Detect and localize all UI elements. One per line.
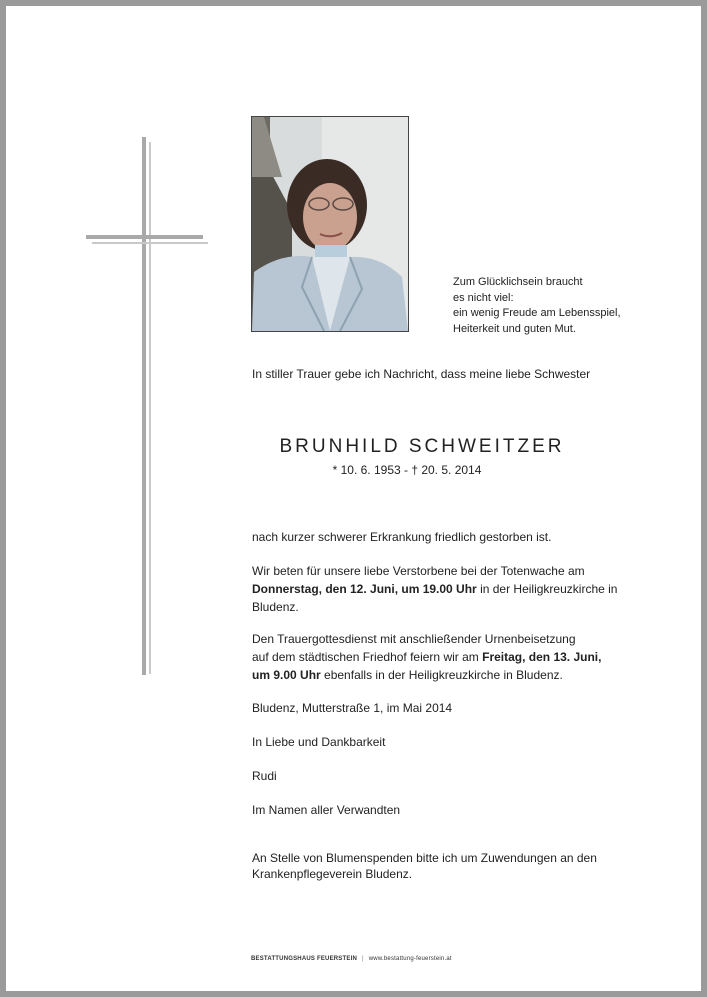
wake-paragraph — [252, 562, 652, 616]
donation-note — [252, 850, 652, 882]
wake-line-3: Bludenz. — [252, 600, 299, 614]
funeral-paragraph — [252, 630, 652, 684]
death-notice — [252, 528, 652, 546]
motto-line: ein wenig Freude am Lebensspiel, — [453, 307, 621, 319]
motto-line: es nicht viel: — [453, 291, 514, 304]
funeral-location: ebenfalls in der Heiligkreuzkirche in Bludenz. — [320, 668, 563, 682]
death-notice-text: nach kurzer schwerer Erkrankung friedlich gestorben ist. — [252, 530, 552, 544]
funeral-home-name: BESTATTUNGSHAUS FEUERSTEIN — [251, 956, 357, 962]
cross-vertical-bar — [142, 137, 146, 675]
portrait-photo — [251, 116, 409, 332]
place-date: Bludenz, Mutterstraße 1, im Mai 2014 — [252, 701, 453, 715]
donation-line-2: Krankenpflegeverein Bludenz. — [252, 867, 413, 881]
donation-line-1: An Stelle von Blumenspenden bitte ich um Zuwendungen an den — [252, 851, 597, 865]
wake-datetime: Donnerstag, den 12. Juni, um 19.00 Uhr — [252, 582, 477, 596]
funeral-line-1: Den Trauergottesdienst mit anschließender Urnenbeisetzung — [252, 632, 576, 646]
wake-line-1: Wir beten für unsere liebe Verstorbene bei der Totenwache am — [252, 564, 585, 578]
obituary-page — [6, 6, 701, 991]
cross-vertical-shadow — [149, 142, 151, 674]
funeral-time: um 9.00 Uhr — [252, 668, 321, 682]
funeral-date: Freitag, den 13. Juni, — [482, 650, 602, 664]
signature: Rudi — [252, 769, 277, 783]
deceased-name: BRUNHILD SCHWEITZER — [279, 436, 565, 457]
footer — [251, 956, 452, 962]
motto-line: Zum Glücklichsein braucht — [453, 276, 583, 288]
funeral-line-2: auf dem städtischen Friedhof feiern wir am — [252, 650, 483, 664]
motto-verse — [453, 275, 673, 337]
intro-text: In stiller Trauer gebe ich Nachricht, dass meine liebe Schwester — [252, 367, 591, 381]
wake-location: in der Heiligkreuzkirche in — [476, 582, 618, 596]
closing-phrase: In Liebe und Dankbarkeit — [252, 735, 386, 749]
funeral-home-website[interactable]: www.bestattung-feuerstein.at — [368, 956, 452, 962]
cross-horizontal-shadow — [92, 242, 208, 244]
cross-horizontal-bar — [86, 235, 203, 239]
relatives-note: Im Namen aller Verwandten — [252, 803, 401, 817]
footer-separator: | — [361, 956, 364, 962]
motto-line: Heiterkeit und guten Mut. — [453, 322, 576, 335]
life-dates: * 10. 6. 1953 - † 20. 5. 2014 — [332, 463, 482, 477]
